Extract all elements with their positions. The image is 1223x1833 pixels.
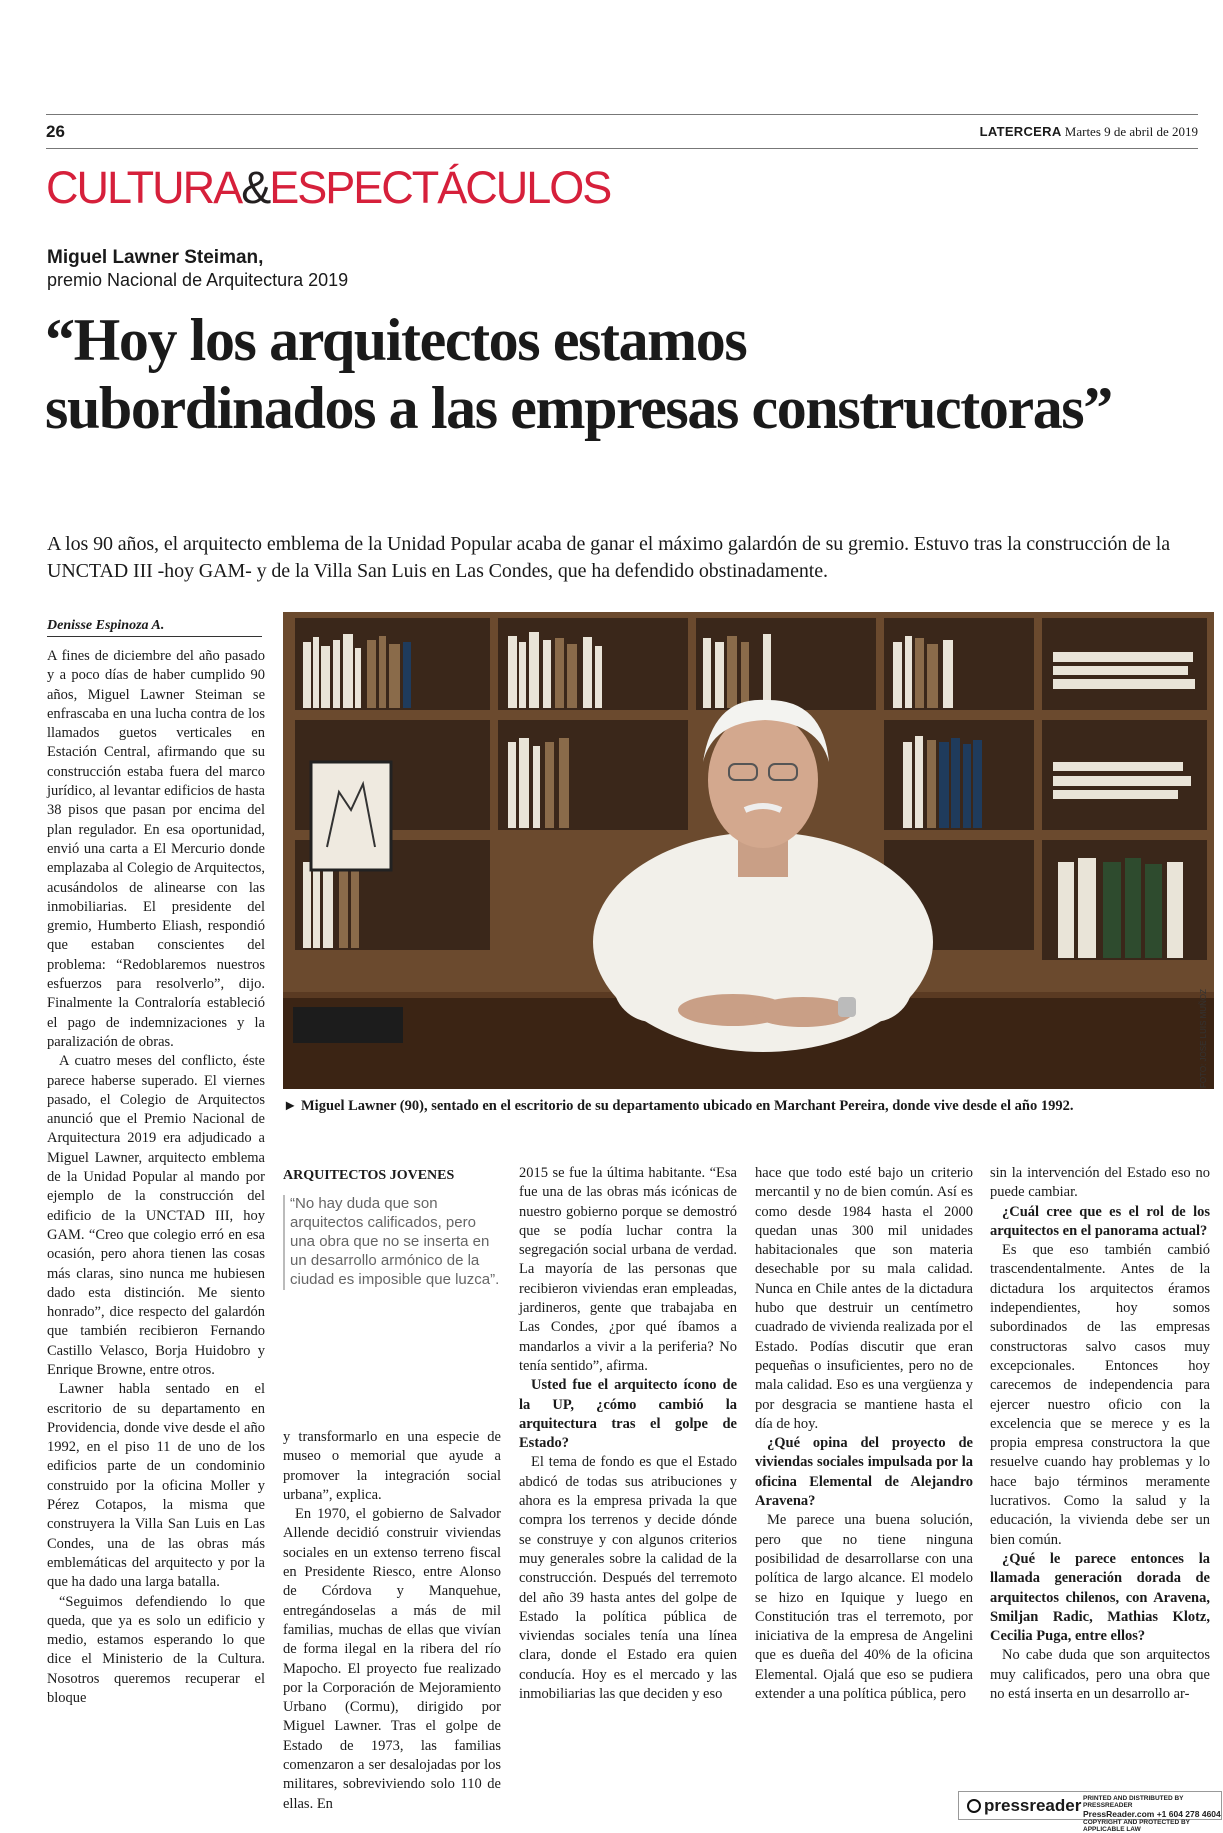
paragraph: Lawner habla sentado en el escritorio de su departamento en Providencia, donde vive desde el año 1992, en el piso 11 de uno de los edificios parte de un condominio construido por la oficina Moller y Pérez Cotapos, la misma que construyera la Villa San Luis en Las Condes, una de las obras más emblemáticas del arquitecto y por la que ha dado una larga batalla. <box>47 1381 265 1591</box>
paragraph: A cuatro meses del conflicto, éste parece haberse superado. El viernes pasado, el Colegio de Arquitectos anunció que el Premio Nacional de Arquitectura 2019 era adjudicado a Miguel Lawner, arquitecto emblema de la Unidad Popular al mando por ejemplo de la construcción del edificio de la UNCTAD III, hoy GAM. “Creo que colegio erró en esa ocasión, pero ahora tienen las cosas más claras, sino nunca me hubiesen dado esta distinción. Me siento honrado”, dice respecto del galardón que también recibieron Fernando Castillo Velasco, Borja Huidobro y Enrique Browne, entre otros. <box>47 1053 265 1378</box>
interview-question: Usted fue el arquitecto ícono de la UP, ¿cómo cambió la arquitectura tras el golpe de Estado? <box>519 1377 737 1452</box>
page-number: 26 <box>46 122 65 141</box>
section-amp: & <box>241 162 270 213</box>
paragraph: El tema de fondo es que el Estado abdicó de todas sus atribuciones y ahora es la empresa privada la que compra los terrenos y decide dónde se construye y con algunos criterios muy generales sobre la calidad de la construcción. Después del terremoto del año 39 hasta antes del golpe de Estado la política pública de viviendas sociales tenía una línea clara, donde el Estado era quien conducía. Hoy es el mercado y las inmobiliarias las que deciden y eso <box>519 1454 737 1703</box>
fineprint-line-3: COPYRIGHT AND PROTECTED BY APPLICABLE LAW <box>1083 1819 1190 1833</box>
photo-caption <box>283 1098 1223 1115</box>
headline <box>45 306 1220 442</box>
paragraph: 2015 se fue la última habitante. “Esa fue una de las obras más icónicas de nuestro gobierno porque se demostró que se podía luchar contra la segregación social urbana de verdad. La mayoría de las personas que recibieron viviendas eran empleadas, jardineros, gente que trabajaba en Las Condes, ¿por qué íbamos a mandarlos a vivir a la periferia? No tenía sentido”, afirma. <box>519 1165 737 1374</box>
byline: Denisse Espinoza A. <box>47 618 262 637</box>
paragraph: sin la intervención del Estado eso no puede cambiar. <box>990 1165 1210 1201</box>
paragraph: No cabe duda que son arquitectos muy calificados, pero una obra que no está inserta en un desarrollo ar- <box>990 1647 1210 1703</box>
fineprint-line-1: PRINTED AND DISTRIBUTED BY PRESSREADER <box>1083 1795 1184 1809</box>
section-title <box>46 162 611 213</box>
paragraph: Me parece una buena solución, pero que no tiene ninguna posibilidad de desarrollarse con una política de largo alcance. El modelo se hizo en Iquique y luego en Constitución tras el terremoto, por iniciativa de la empresa de Angelini que es dueña del 40% de la oficina Elemental. Ojalá que eso se pudiera extender a una política pública, pero <box>755 1512 973 1703</box>
paragraph: A fines de diciembre del año pasado y a poco días de haber cumplido 90 años, Miguel Lawner Steiman se enfrascaba en una lucha contra de los llamados guetos verticales en Estación Central, afirmando que su construcción estaba fuera del marco jurídico, al levantar edificios de hasta 38 pisos que pasan por encima del plan regulador. En esa oportunidad, envió una carta a El Mercurio donde emplazaba al Colegio de Arquitectos, acusándolos de alinearse con las inmobiliarias. El presidente del gremio, Humberto Eliash, respondió que estaban conscientes del problema: “Redoblaremos nuestros esfuerzos para resolverlo”, dijo. Finalmente la Contraloría estableció el pago de indemnizaciones y la paralización de obras. <box>47 648 265 1050</box>
subhead: ARQUITECTOS JOVENES <box>283 1168 455 1183</box>
fineprint-line-2: PressReader.com +1 604 278 4604 <box>1083 1809 1221 1819</box>
interview-question: ¿Cuál cree que es el rol de los arquitectos en el panorama actual? <box>990 1203 1210 1239</box>
column-4 <box>755 1164 973 1704</box>
portrait-illustration <box>283 612 1214 1089</box>
issue-date: Martes 9 de abril de 2019 <box>1064 124 1198 139</box>
headline-line-1: “Hoy los arquitectos estamos <box>45 307 747 373</box>
kicker-subtitle: premio Nacional de Arquitectura 2019 <box>47 270 349 290</box>
masthead <box>980 124 1198 140</box>
interview-question: ¿Qué opina del proyecto de viviendas sociales impulsada por la oficina Elemental de Alejandro Aravena? <box>755 1435 973 1510</box>
column-3 <box>519 1164 737 1704</box>
paragraph: “Seguimos defendiendo lo que queda, que ya es solo un edificio y medio, estamos esperando lo que dice el Ministerio de la Cultura. Nosotros queremos recuperar el bloque <box>47 1593 265 1707</box>
pressreader-logo <box>967 1796 1081 1816</box>
newspaper-brand: LATERCERA <box>979 124 1062 139</box>
pressreader-logo-text: pressreader <box>984 1796 1082 1815</box>
section-part1: CULTURA <box>46 162 242 213</box>
pressreader-fineprint <box>1083 1795 1221 1833</box>
paragraph: hace que todo esté bajo un criterio mercantil y no de bien común. Así es como desde 1984 hasta el 2000 quedan unas 300 mil unidades habitacionales que son materia desechable por su mala calidad. Nunca en Chile antes de la dictadura hubo que destruir un centímetro cuadrado de vivienda realizada por el Estado. Podías discutir que eran pequeñas o insuficientes, pero no de mala calidad. Eso es una vergüenza y por desgracia se mantiene hasta el día de hoy. <box>755 1165 973 1432</box>
caption-text: Miguel Lawner (90), sentado en el escritorio de su departamento ubicado en Marchant Pereira, donde vive desde el año 1992. <box>300 1098 1074 1114</box>
paragraph: y transformarlo en una especie de museo o memorial que ayude a promover la integración social urbana”, explica. <box>283 1429 501 1503</box>
header-rule <box>46 148 1198 149</box>
kicker-name: Miguel Lawner Steiman, <box>47 247 264 268</box>
paragraph: Es que eso también cambió trascendentalmente. Antes de la dictadura los arquitectos éramos independientes, hoy somos subordinados de las empresas constructoras salvo casos muy excepcionales. Entonces hoy carecemos de independencia para ejercer nuestro oficio con la excelencia que se merece y es la propia empresa constructora la que resuelve cuando hay problemas y lo hace bajo términos meramente lucrativos. Como la salud y la educación, la vivienda debe ser un bien común. <box>990 1242 1210 1548</box>
top-rule <box>46 114 1198 115</box>
headline-line-2: subordinados a las empresas constructoras” <box>45 375 1112 441</box>
portrait-photo <box>283 612 1214 1089</box>
deck: A los 90 años, el arquitecto emblema de la Unidad Popular acaba de ganar el máximo galardón de su gremio. Estuvo tras la construcción de la UNCTAD III -hoy GAM- y de la Villa San Luis en Las Condes, que ha defendido obstinadamente. <box>47 533 1170 582</box>
paragraph: En 1970, el gobierno de Salvador Allende decidió construir viviendas sociales en un extenso terreno fiscal en Presidente Riesco, entre Alonso de Córdova y Manquehue, entregándoselas a más de mil familias, muchas de ellas que vivían de forma ilegal en la ribera del río Mapocho. El proyecto fue realizado por la Corporación de Mejoramiento Urbano (Cormu), dirigido por Miguel Lawner. Tras el golpe de Estado de 1973, las familias comenzaron a ser desalojadas por los militares, sobreviviendo solo 110 de ellas. En <box>283 1506 501 1812</box>
pressreader-badge[interactable] <box>958 1791 1222 1833</box>
pullquote: “No hay duda que son arquitectos calificados, pero una obra que no se inserta en un desarrollo armónico de la ciudad es imposible que luzca”. <box>290 1195 500 1288</box>
pressreader-icon <box>967 1799 981 1813</box>
column-5 <box>990 1164 1210 1704</box>
pullquote-rule <box>283 1195 285 1290</box>
interview-question: ¿Qué le parece entonces la llamada generación dorada de arquitectos chilenos, con Aravena, Smiljan Radic, Mathias Klotz, Cecilia Puga, entre ellos? <box>990 1550 1210 1645</box>
caption-arrow-icon: ► <box>283 1098 298 1114</box>
column-1 <box>47 647 265 1708</box>
photo-credit: FOTO: JOSE LUIS MUÑOZ <box>1199 989 1208 1088</box>
section-part2: ESPECTÁCULOS <box>269 162 611 213</box>
column-2 <box>283 1428 501 1814</box>
